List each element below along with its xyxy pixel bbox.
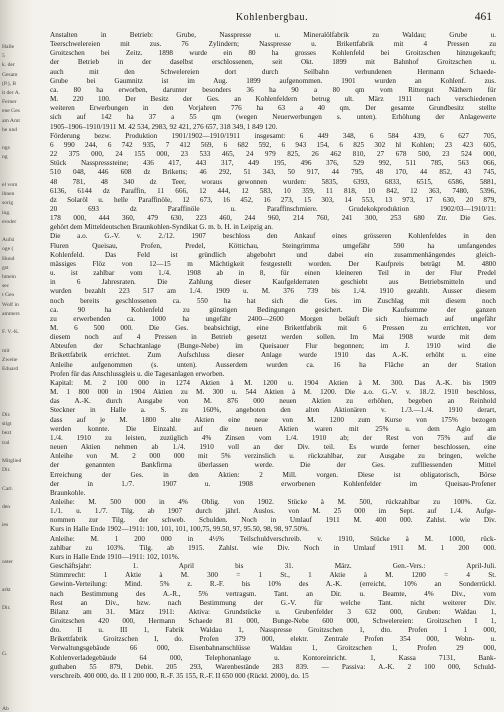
text-line: Stimmrecht: 1 Aktie à M. 300 = 1 St., 1 Aktie à M. 1200 = 4 St. <box>50 571 496 580</box>
text-line: Fluren Queisau, Profen, Predel, Köttichau, Steingrimma umgefähr 590 ha umfangendes <box>50 241 496 250</box>
spine-fragment: Wolf in <box>2 301 19 308</box>
spine-fragment: t Geo <box>2 292 15 299</box>
text-line: sich auf 142 ha 37 a 55 qm (wegen Neuerwerbungen s. unten). Erhöhung der Anlagewerte <box>50 113 496 122</box>
paragraph <box>50 498 496 535</box>
text-line: M. 220 100. Der Besitz der Ges. an Kohlenfeldern betrug ult. März 1911 nach verschiedenen <box>50 95 496 104</box>
text-line: Groitzschen 420 000, Hermann Schaede 81 000, Bunge-Nebe 600 000, Schwelereien: Groitzschen I 1, <box>50 617 496 625</box>
text-line: nach Bestimmung des A.-R., 5% vertragsm. Tant. an Dir. u. Beamte, 4% Div., vom <box>50 589 496 598</box>
text-line: verschreib. 400 000, do. II 1 200 000, R.-F. 35 155, R.-F. II 650 000 (Rückl. 2000), do. 15 <box>50 671 309 680</box>
body-text <box>50 31 496 681</box>
spine-fragment: am Amt <box>2 117 20 124</box>
spine-fragment: eroder <box>2 218 17 225</box>
text-line: Abteufen der Schachtanlage (Bunge-Nebe) im Queisauer Flur begonnen; im J. 1910 wird die <box>50 342 496 351</box>
spine-fragment: Dir. <box>2 412 11 418</box>
spine-fragment: ies <box>2 522 9 529</box>
text-line: der Betrieb in der daselbst erschlossenen, seit Okt. 1899 mit Bahnhof Groitzschen u. <box>50 58 496 67</box>
paragraph <box>50 535 496 562</box>
spine-fragment: hmein <box>2 274 16 280</box>
text-line: dto. II u. III 1, Fabrik Waldau 1, Nasspresse Groitzschen 1, dto. Profen 1 1 000, <box>50 626 496 635</box>
text-line: Groitzschen bei Zeitz. 1898 wurde ein 80 ha grosses Kohlenfeld bei Groitzschen hinzugekauft; <box>50 49 496 58</box>
spine-fragment: mit <box>2 347 10 354</box>
text-line: Anstalten in Betrieb: Grube, Nasspresse u. Mineralölfabrik zu Waldau; Grube u. <box>50 31 496 39</box>
text-line: ca. 80 ha erworben, darunter besonders 36 ha 90 a 80 qm vom Rittergut Näthern für <box>50 85 496 94</box>
spine-fragment: k. der <box>2 62 15 69</box>
spine-fragment: sec <box>2 283 10 290</box>
spine-fragment: (P.), B <box>2 80 17 87</box>
spine-fragment: ngs <box>2 145 10 152</box>
text-line: Kapital: M. 2 100 000 in 1274 Aktien à M. 1200 u. 1904 Aktien à M. 300. Das A.-K. bis 1909 <box>50 378 496 387</box>
spine-fragment: ing. <box>2 209 11 216</box>
spine-fragment: ihnen <box>2 191 15 198</box>
spine-fragment: Halle <box>2 44 15 50</box>
text-line: Brikettfabrik Groitzschen I, do. Profen 379 000, elektr. Zentrale Profen 354 000, Wohn- u. <box>50 635 496 644</box>
text-line: Steckner in Halle a. S. zu 160%, angeboten den alten Aktionären v. 1./3.—1./4. 1910 derart, <box>50 406 496 415</box>
spine-fragment: it der A. <box>2 90 21 96</box>
spine-fragment: Dir. <box>2 467 11 474</box>
spine-fragment: den <box>2 504 11 510</box>
text-line: diesem noch auf 4 Pressen in Betrieb gesetzt werden sollen. Im Mai 1908 wurde mit dem <box>50 333 496 342</box>
text-line: guthaben 55 879, Debit. 205 293, Warenbestände 283 839. — Passiva: A.-K. 2 100 000, Schuld- <box>50 662 496 671</box>
text-line: 22 375 000, 24 155 000, 23 533 465, 24 979 825, 26 462 810, 27 678 500, 23 524 000, <box>50 150 496 159</box>
spine-fragment: Dir. <box>2 605 11 612</box>
text-line: zahlbar zu 103%. Tilg. ab 1915. Zahlst. wie Div. Noch in Umlauf 1911 M. 1 200 000. <box>50 543 496 552</box>
paragraph <box>50 232 496 379</box>
spine-fragment: Carl. <box>2 485 14 492</box>
text-line: gehört dem Mitteldeutschen Braunkohlen-Syndikat G. m. b. H. in Leipzig an. <box>50 223 273 232</box>
text-line: das A.-K. durch Ausgabe von M. 876 000 neuen Aktien zu erhöhen, begeben an Reinhold <box>50 397 496 406</box>
spine-fragment: tral <box>2 439 10 446</box>
text-line: Anleihe: M. 1 200 000 in 4½% Teilschuldverschreib. v. 1910, Stücke à M. 1000, rück- <box>50 534 496 543</box>
text-line: 6 990 244, 6 742 935, 7 412 569, 6 682 592, 6 943 154, 6 825 302 hl Kohlen; 23 423 605, <box>50 140 496 149</box>
text-line: Rest an Div., bzw. nach Bestimmung der G.-V. für welche Tant. nicht weiterer Div. <box>50 598 496 607</box>
text-line: 20 693 dz Paraffinöle u. Paraffinschmiere. Grudekokproduktion 1902/03—1910/11: <box>50 204 496 213</box>
spine-fragment: arkt <box>2 586 11 593</box>
text-line: Förderung bezw. Produktion 1901/1902—1910/1911 insgesamt: 6 449 348, 6 584 439, 6 627 705, <box>50 131 496 140</box>
spine-fragment: G. <box>2 651 8 658</box>
text-line: Verwaltungsgebäude 66 000, Eisenbahnanschlüsse Waldau 1, Groitzschen 1, Profen 29 000, <box>50 644 496 653</box>
text-line: M. 6 500 000. Die Ges. beabsichtigt, eine Brikettfabrik mit 6 Pressen zu errichten, vor <box>50 324 496 332</box>
text-line: Anleihe: M. 500 000 in 4% Oblig. von 1902. Stücke à M. 500, rückzahlbar zu 100%. Gz. <box>50 497 496 506</box>
text-line: 510 048, 446 608 dz Briketts; 46 292, 51 343, 50 917, 44 795, 48 170, 44 852, 43 745, <box>50 168 496 177</box>
text-line: Gewinn-Verteilung: Mind. 5% z. R.-F. bis 10% des A.-K. (erreicht, 10% an Sonderrückl. <box>50 580 496 589</box>
page-title: Kohlenbergbau. <box>235 12 309 23</box>
paragraph <box>50 562 496 681</box>
spine-fragment: he und <box>2 126 18 133</box>
spine-fragment: Eduard <box>2 366 19 372</box>
text-line: mässiges Flöz von 12—15 m Mächtigkeit festgestellt worden. Der Kaufpreis beträgt M. 4800 <box>50 259 496 268</box>
text-line: Anleihe aufgenommen (s. unten). Ausserdem wurden ca. 16 ha Fläche an der Station <box>50 360 496 369</box>
text-line: Braunkohle. <box>50 488 86 497</box>
text-line: wurden bezahlt 223 517 am 1./4. 1909 u. M. 376 739 bis 1./4. 1910 gezahlt. Ausser diesem <box>50 287 496 296</box>
text-line: weiteren Erwerbungen in den Vorjahren 776 ha 63 a 40 qm. Der gesamte Grundbesitz stellte <box>50 104 496 113</box>
spine-fragment: Zweite <box>2 356 18 363</box>
text-line: ca. 90 ha Kohlenfeld zu günstigen Bedingungen gesichert. Die Kaufsumme der ganzen <box>50 305 496 314</box>
text-line: nommen zur Tilg. der schweb. Schulden. Noch in Umlauf 1911 M. 400 000. Zahlst. wie Div. <box>50 516 496 525</box>
text-line: M. 1 800 000 in 1904 Aktien zu M. 300 u. 544 Aktien à M. 1200. Die a.o. G.-V. v. 18./2. 1910 beschloss, <box>50 388 496 397</box>
text-line: der genannten Bankfirma überlassen werde. Die der Ges. zuflliessenden Mittel <box>50 461 496 470</box>
spine-fragment: Mitglied <box>2 458 22 464</box>
text-line: dz Solaröl u. helle Paraffinöle, 12 673, 16 452, 16 273, 15 303, 14 553, 13 973, 17 630, 20 879, <box>50 195 496 204</box>
text-line: in 6 Jahresraten. Die Zahlung dieser Kaufgelderraten geschieht aus Betriebsmitteln und <box>50 278 496 287</box>
running-head <box>48 12 496 26</box>
text-line: Stück Nasspresssteine; 436 417, 443 317, 449 195, 496 376, 529 992, 511 785, 563 066, <box>50 159 496 168</box>
page-number: 461 <box>474 11 492 23</box>
text-line: Teerschwelereien mit zus. 76 Zylindern; Nasspresse u. Brikettfabrik mit 4 Pressen zu <box>50 40 496 49</box>
spine-fragment: F. V.-K. <box>2 329 20 336</box>
text-line: neuen Aktien nehmen ab 1./4. 1910 voll an der Div. teil. Es wurde ferner beschlossen, eine <box>50 443 496 452</box>
text-line: 1./1. u. 1./7. Tilg. ab 1907 durch jährl. Auslos. von M. 25 000 im Sept. auf 1./4. Aufge- <box>50 507 496 516</box>
spine-fragment: oster <box>2 559 13 566</box>
paragraph <box>50 132 496 233</box>
spine-fragment: ene Ges <box>2 108 20 115</box>
spine-fragment: 5 <box>2 53 5 60</box>
text-line: u. ist zahlbar vom 1./4. 1908 ab in 8, für einen kleineren Teil in der Flur Predel <box>50 269 496 278</box>
text-line: noch bereits geschlossenen ca. 550 ha hat sich die Ges. im Zuschlag mit diesem noch <box>50 296 496 305</box>
text-line: Kurs in Halle Ende 1902—1911: 100, 101, 101, 100,75, 99.50, 97, 95.50, 98, 98, 97.50%. <box>50 525 309 534</box>
spine-fragment: Gesam <box>2 71 18 78</box>
text-line: zu erwerbenden ca. 1000 ha ungefähr 2400—2600 Morgen beläuft sich hiernach auf ungefähr <box>50 314 496 323</box>
paragraph <box>50 379 496 498</box>
text-line: Grube bei Gaumnitz ist im Aug. 1899 aufgenommen. 1901 wurden an Kohlenf. zus. <box>50 76 496 85</box>
spine-fragment: ammers <box>2 310 20 317</box>
text-line: Kohlenverladegebäude 64 000, Telephonanlage u. Kontoreinricht. 1, Kassa 7131, Bank- <box>50 653 496 662</box>
text-line: Kurs in Halle Ende 1910—1911: 102, 101%. <box>50 552 180 561</box>
text-line: Erreichung der Ges. in den Aktien: 2 Mill. vorgen. Diese ist obligatorisch, Börse <box>50 470 496 479</box>
text-line: der in 1./7. 1907 u. 1908 erworbenen Kohlenfelder im Queisau-Profener <box>50 479 496 488</box>
spine-fragment: Ab <box>2 706 9 712</box>
spine-fragment: bezt <box>2 430 12 437</box>
text-line: Geschäftsjahr: 1. April bis 31. März. Gen.-Vers.: April-Juli. <box>50 562 496 571</box>
text-line: Bilanz am 31. März 1911: Aktiva: Grundstücke u. Grubenfelder 3 632 000, Gruben: Waldau 1, <box>50 607 496 616</box>
text-line: 6136, 6144 dz Paraffin, 11 666, 12 444, 12 583, 10 359, 11 818, 10 842, 12 363, 7480, 5396, <box>50 186 496 195</box>
text-line: 48 781, 48 340 dz Teer, woraus gewonnen wurden: 5835, 6393, 6833, 6515, 6586, 5881, <box>50 177 496 186</box>
spine-fragment: Aufsi <box>2 237 15 244</box>
text-line: auch mit den Schwelereien dort durch Seilbahn verbundenen Hermann Schaede- <box>50 67 496 76</box>
text-line: Profen für das Anschlussgleis u. die Tagesanlagen erworben. <box>50 369 225 378</box>
spine-fragment: stigt <box>2 421 12 428</box>
text-line: Die a.o. G.-V. v. 2./12. 1907 beschloss den Ankauf eines grösseren Kohlenfeldes in den <box>50 232 496 241</box>
spine-fragment: sorig <box>2 200 14 207</box>
text-line: Kohlenfeld. Das Feld ist gründlich abgebohrt und dabei ein zusammenhängendes gleich- <box>50 250 496 259</box>
spine-fragment: oge ( <box>2 246 14 253</box>
text-line: werden konnte. Die Einzahl. auf die neuen Aktien waren mit 25% u. dem Agio am <box>50 424 496 433</box>
text-line: Brikettfabrik errichtet. Zum Aufschluss dieser Anlage wurde 1910 das A.-K. erhöht u. eine <box>50 351 496 360</box>
spine-fragment: el vom <box>2 182 18 188</box>
text-line: 1905–1906–1910/1911 M. 42 534, 2983, 92 421, 276 657, 318 349, 1 849 120. <box>50 122 278 131</box>
text-line: 178 000, 444 360, 479 630, 223 460, 244 960, 214 760, 241 300, 253 680 Ztr. Die Ges. <box>50 214 496 223</box>
text-line: dass auf je M. 1800 alte Aktien eine neue von M. 1200 zum Kurse von 175% bezogen <box>50 415 496 424</box>
text-line: 1./4. 1910 zu leisten, zuzüglich 4% Zinsen vom 1./4. 1910 ab; der Rest von 75% auf die <box>50 433 496 442</box>
paragraph <box>50 31 496 132</box>
spine-fragment: ng <box>2 154 8 161</box>
spine-fragment: gst <box>2 264 9 271</box>
spine-fragment: Ferner <box>2 99 17 106</box>
adjacent-page-margin <box>0 0 50 712</box>
spine-fragment: Hund <box>2 255 15 262</box>
text-line: Anleihe von M. 2 000 000 mit 5% verzinslich u. rückzahlbar, zur Ausgabe zu bringen, welche <box>50 452 496 461</box>
